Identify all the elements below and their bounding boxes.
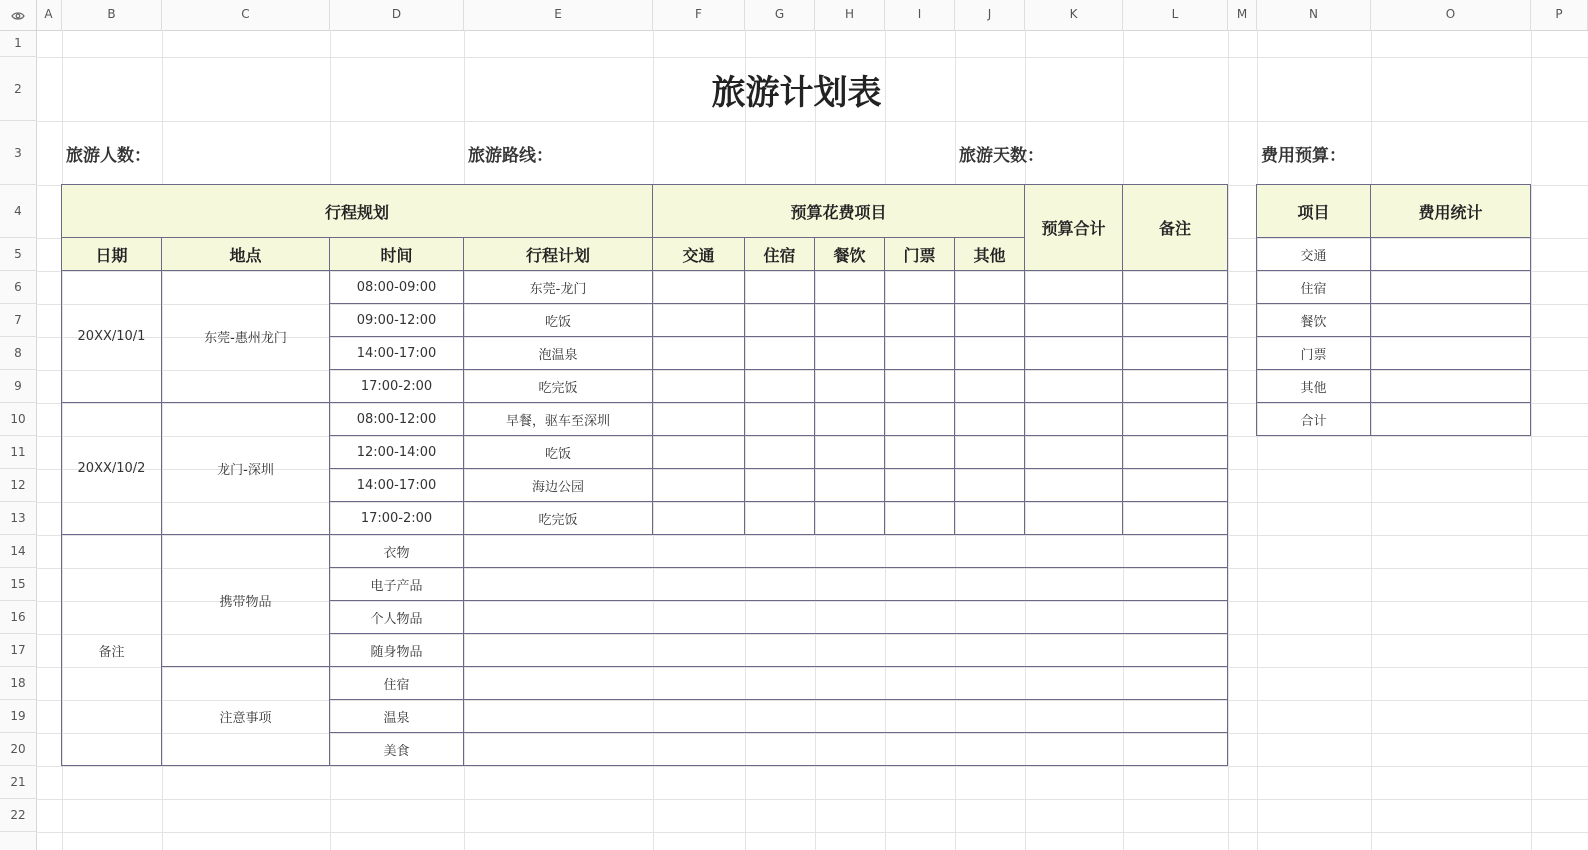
empty-cell[interactable] xyxy=(1122,501,1228,535)
budget-header-item[interactable]: 项目 xyxy=(1256,184,1371,238)
row-header-22[interactable]: 22 xyxy=(0,799,36,832)
empty-cell[interactable] xyxy=(652,468,745,502)
empty-cell[interactable] xyxy=(1122,435,1228,469)
plan-cell[interactable]: 东莞-龙门 xyxy=(463,270,653,304)
empty-cell[interactable] xyxy=(744,336,815,370)
row-header-bar xyxy=(0,30,37,850)
empty-cell[interactable] xyxy=(884,501,955,535)
eye-icon[interactable] xyxy=(11,6,25,25)
empty-cell[interactable] xyxy=(1122,402,1228,436)
budget-cost-cell[interactable] xyxy=(1370,303,1531,337)
column-title-time[interactable]: 时间 xyxy=(329,237,464,271)
empty-cell[interactable] xyxy=(1024,468,1123,502)
column-header-c[interactable]: C xyxy=(162,0,330,30)
budget-item-cell[interactable]: 合计 xyxy=(1256,402,1371,436)
budget-cost-cell[interactable] xyxy=(1370,237,1531,271)
empty-cell[interactable] xyxy=(652,270,745,304)
select-all-corner[interactable] xyxy=(0,0,37,31)
time-cell[interactable]: 08:00-09:00 xyxy=(329,270,464,304)
empty-cell[interactable] xyxy=(814,402,885,436)
time-cell[interactable]: 17:00-2:00 xyxy=(329,369,464,403)
empty-cell[interactable] xyxy=(814,468,885,502)
column-header-p[interactable]: P xyxy=(1531,0,1588,30)
column-title-other[interactable]: 其他 xyxy=(954,237,1025,271)
note-input-cell[interactable] xyxy=(463,600,1228,634)
column-header-d[interactable]: D xyxy=(330,0,464,30)
empty-cell[interactable] xyxy=(814,303,885,337)
attention-label-cell[interactable]: 注意事项 xyxy=(161,666,330,766)
empty-cell[interactable] xyxy=(884,468,955,502)
plan-cell[interactable]: 吃完饭 xyxy=(463,369,653,403)
grid-line-horizontal xyxy=(36,766,1588,767)
empty-cell[interactable] xyxy=(1024,303,1123,337)
column-title-date[interactable]: 日期 xyxy=(61,237,162,271)
grid-line-horizontal xyxy=(36,832,1588,833)
empty-cell[interactable] xyxy=(1122,369,1228,403)
empty-cell[interactable] xyxy=(744,402,815,436)
plan-cell[interactable]: 早餐，驱车至深圳 xyxy=(463,402,653,436)
empty-cell[interactable] xyxy=(814,501,885,535)
empty-cell[interactable] xyxy=(954,369,1025,403)
budget-cost-cell[interactable] xyxy=(1370,402,1531,436)
row-header-7[interactable]: 7 xyxy=(0,304,36,337)
plan-cell[interactable]: 吃完饭 xyxy=(463,501,653,535)
empty-cell[interactable] xyxy=(652,336,745,370)
empty-cell[interactable] xyxy=(652,402,745,436)
empty-cell[interactable] xyxy=(1024,336,1123,370)
empty-cell[interactable] xyxy=(744,303,815,337)
row-header-10[interactable]: 10 xyxy=(0,403,36,436)
date-cell[interactable]: 20XX/10/1 xyxy=(61,270,162,403)
column-header-m[interactable]: M xyxy=(1228,0,1257,30)
note-input-cell[interactable] xyxy=(463,732,1228,766)
empty-cell[interactable] xyxy=(744,501,815,535)
empty-cell[interactable] xyxy=(814,270,885,304)
empty-cell[interactable] xyxy=(954,336,1025,370)
column-title-lodging[interactable]: 住宿 xyxy=(744,237,815,271)
row-header-17[interactable]: 17 xyxy=(0,634,36,667)
column-header-g[interactable]: G xyxy=(745,0,815,30)
time-cell[interactable]: 14:00-17:00 xyxy=(329,468,464,502)
budget-item-cell[interactable]: 其他 xyxy=(1256,369,1371,403)
empty-cell[interactable] xyxy=(1024,435,1123,469)
attention-item-cell[interactable]: 住宿 xyxy=(329,666,464,700)
attention-item-cell[interactable]: 美食 xyxy=(329,732,464,766)
page-title[interactable]: 旅游计划表 xyxy=(711,72,882,113)
row-header-16[interactable]: 16 xyxy=(0,601,36,634)
empty-cell[interactable] xyxy=(954,435,1025,469)
header-budget-total[interactable]: 预算合计 xyxy=(1024,184,1123,271)
empty-cell[interactable] xyxy=(652,501,745,535)
row-header-5[interactable]: 5 xyxy=(0,238,36,271)
time-cell[interactable]: 09:00-12:00 xyxy=(329,303,464,337)
note-input-cell[interactable] xyxy=(463,567,1228,601)
row-header-20[interactable]: 20 xyxy=(0,733,36,766)
column-header-f[interactable]: F xyxy=(653,0,745,30)
carry-label-cell[interactable]: 携带物品 xyxy=(161,534,330,667)
row-header-18[interactable]: 18 xyxy=(0,667,36,700)
row-header-12[interactable]: 12 xyxy=(0,469,36,502)
budget-cost-cell[interactable] xyxy=(1370,336,1531,370)
carry-item-cell[interactable]: 个人物品 xyxy=(329,600,464,634)
row-header-15[interactable]: 15 xyxy=(0,568,36,601)
column-header-e[interactable]: E xyxy=(464,0,653,30)
row-header-13[interactable]: 13 xyxy=(0,502,36,535)
column-header-j[interactable]: J xyxy=(955,0,1025,30)
column-header-a[interactable]: A xyxy=(36,0,62,30)
budget-item-cell[interactable]: 餐饮 xyxy=(1256,303,1371,337)
empty-cell[interactable] xyxy=(1122,468,1228,502)
empty-cell[interactable] xyxy=(814,435,885,469)
row-header-14[interactable]: 14 xyxy=(0,535,36,568)
column-title-place[interactable]: 地点 xyxy=(161,237,330,271)
column-header-i[interactable]: I xyxy=(885,0,955,30)
column-header-n[interactable]: N xyxy=(1257,0,1371,30)
note-input-cell[interactable] xyxy=(463,699,1228,733)
row-header-21[interactable]: 21 xyxy=(0,766,36,799)
empty-cell[interactable] xyxy=(1024,501,1123,535)
empty-cell[interactable] xyxy=(954,501,1025,535)
plan-cell[interactable]: 海边公园 xyxy=(463,468,653,502)
header-budget-items[interactable]: 预算花费项目 xyxy=(652,184,1025,238)
empty-cell[interactable] xyxy=(1024,402,1123,436)
empty-cell[interactable] xyxy=(884,303,955,337)
empty-cell[interactable] xyxy=(884,369,955,403)
note-input-cell[interactable] xyxy=(463,633,1228,667)
column-title-plan[interactable]: 行程计划 xyxy=(463,237,653,271)
row-header-4[interactable]: 4 xyxy=(0,185,36,238)
row-header-11[interactable]: 11 xyxy=(0,436,36,469)
empty-cell[interactable] xyxy=(1024,369,1123,403)
column-title-transport[interactable]: 交通 xyxy=(652,237,745,271)
label-people[interactable]: 旅游人数： xyxy=(66,146,151,166)
empty-cell[interactable] xyxy=(652,435,745,469)
time-cell[interactable]: 17:00-2:00 xyxy=(329,501,464,535)
column-title-dining[interactable]: 餐饮 xyxy=(814,237,885,271)
place-cell[interactable]: 龙门-深圳 xyxy=(161,402,330,535)
empty-cell[interactable] xyxy=(954,270,1025,304)
time-cell[interactable]: 14:00-17:00 xyxy=(329,336,464,370)
budget-item-cell[interactable]: 门票 xyxy=(1256,336,1371,370)
place-cell[interactable]: 东莞-惠州龙门 xyxy=(161,270,330,403)
column-header-l[interactable]: L xyxy=(1123,0,1228,30)
empty-cell[interactable] xyxy=(744,369,815,403)
empty-cell[interactable] xyxy=(1024,270,1123,304)
row-header-19[interactable]: 19 xyxy=(0,700,36,733)
empty-cell[interactable] xyxy=(652,303,745,337)
empty-cell[interactable] xyxy=(954,303,1025,337)
carry-item-cell[interactable]: 随身物品 xyxy=(329,633,464,667)
empty-cell[interactable] xyxy=(814,369,885,403)
empty-cell[interactable] xyxy=(884,435,955,469)
empty-cell[interactable] xyxy=(1122,270,1228,304)
empty-cell[interactable] xyxy=(652,369,745,403)
label-route[interactable]: 旅游路线： xyxy=(468,146,553,166)
carry-item-cell[interactable]: 电子产品 xyxy=(329,567,464,601)
empty-cell[interactable] xyxy=(744,270,815,304)
notes-label-cell[interactable]: 备注 xyxy=(61,534,162,766)
time-cell[interactable]: 08:00-12:00 xyxy=(329,402,464,436)
row-header-8[interactable]: 8 xyxy=(0,337,36,370)
grid-line-horizontal xyxy=(36,799,1588,800)
empty-cell[interactable] xyxy=(814,336,885,370)
plan-cell[interactable]: 吃饭 xyxy=(463,303,653,337)
carry-item-cell[interactable]: 衣物 xyxy=(329,534,464,568)
attention-item-cell[interactable]: 温泉 xyxy=(329,699,464,733)
column-header-b[interactable]: B xyxy=(62,0,162,30)
time-cell[interactable]: 12:00-14:00 xyxy=(329,435,464,469)
budget-item-cell[interactable]: 住宿 xyxy=(1256,270,1371,304)
empty-cell[interactable] xyxy=(884,270,955,304)
column-header-h[interactable]: H xyxy=(815,0,885,30)
empty-cell[interactable] xyxy=(954,402,1025,436)
row-header-3[interactable]: 3 xyxy=(0,121,36,185)
plan-cell[interactable]: 吃饭 xyxy=(463,435,653,469)
label-days[interactable]: 旅游天数： xyxy=(959,146,1044,166)
column-title-ticket[interactable]: 门票 xyxy=(884,237,955,271)
row-header-9[interactable]: 9 xyxy=(0,370,36,403)
empty-cell[interactable] xyxy=(884,336,955,370)
empty-cell[interactable] xyxy=(954,468,1025,502)
empty-cell[interactable] xyxy=(744,468,815,502)
budget-cost-cell[interactable] xyxy=(1370,270,1531,304)
plan-cell[interactable]: 泡温泉 xyxy=(463,336,653,370)
note-input-cell[interactable] xyxy=(463,666,1228,700)
row-header-1[interactable]: 1 xyxy=(0,30,36,57)
budget-header-cost[interactable]: 费用统计 xyxy=(1370,184,1531,238)
empty-cell[interactable] xyxy=(744,435,815,469)
column-header-bar xyxy=(0,0,1588,31)
empty-cell[interactable] xyxy=(884,402,955,436)
header-itinerary[interactable]: 行程规划 xyxy=(61,184,653,238)
empty-cell[interactable] xyxy=(1122,303,1228,337)
budget-cost-cell[interactable] xyxy=(1370,369,1531,403)
row-header-6[interactable]: 6 xyxy=(0,271,36,304)
header-remark[interactable]: 备注 xyxy=(1122,184,1228,271)
label-budget[interactable]: 费用预算： xyxy=(1261,146,1346,166)
budget-item-cell[interactable]: 交通 xyxy=(1256,237,1371,271)
column-header-o[interactable]: O xyxy=(1371,0,1531,30)
note-input-cell[interactable] xyxy=(463,534,1228,568)
date-cell[interactable]: 20XX/10/2 xyxy=(61,402,162,535)
column-header-k[interactable]: K xyxy=(1025,0,1123,30)
row-header-2[interactable]: 2 xyxy=(0,57,36,121)
empty-cell[interactable] xyxy=(1122,336,1228,370)
